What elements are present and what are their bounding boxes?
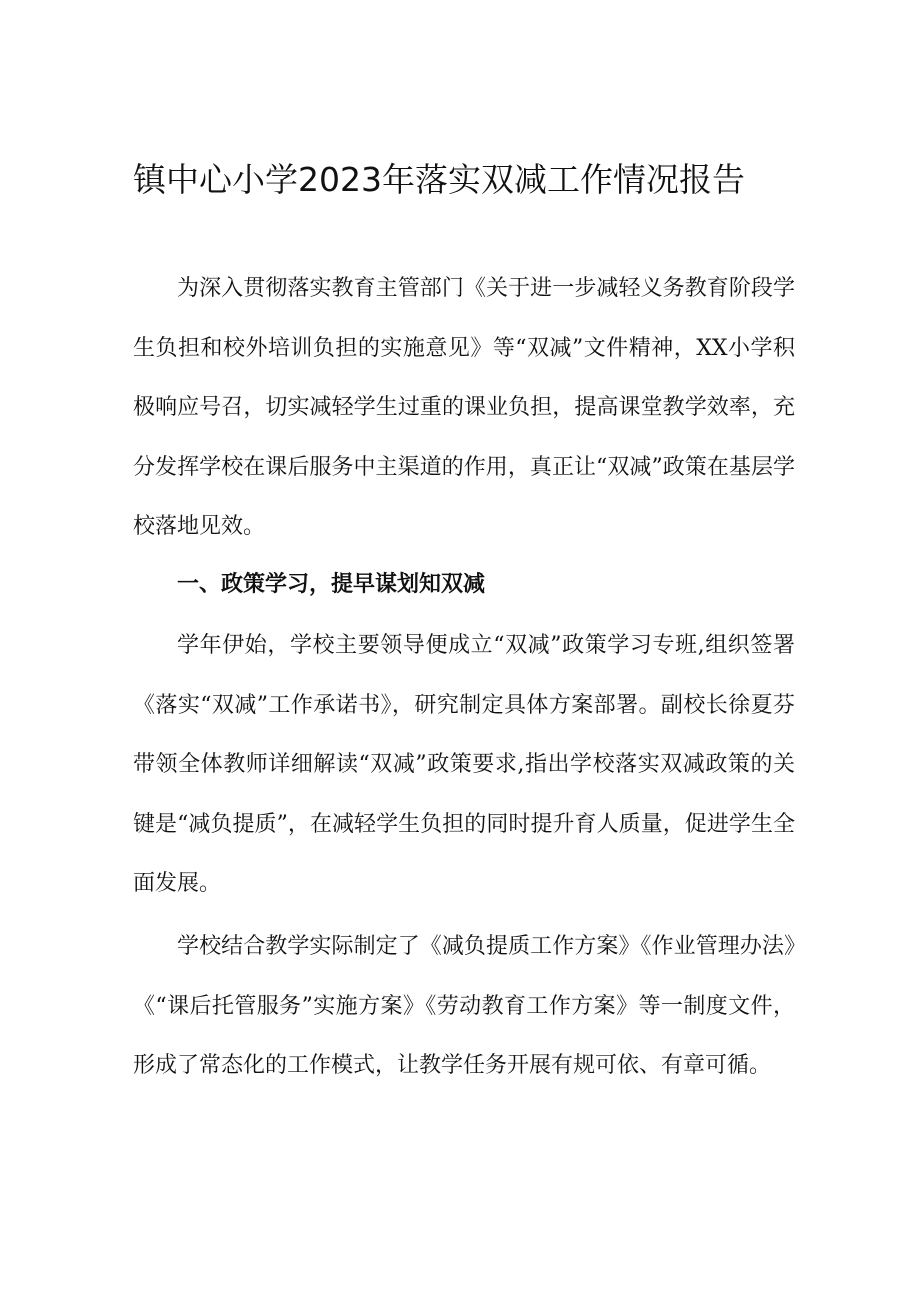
section-paragraph-1: 学年伊始，学校主要领导便成立“双减”政策学习专班,组织签署《落实“双减”工作承诺书》，研究制定具体方案部署。副校长徐夏芬带领全体教师详细解读“双减”政策要求,指出学校落实双减政策的关键是“减负提质”，在减轻学生负担的同时提升育人质量，促进学生全面发展。 [133, 633, 795, 896]
section-paragraph-2: 学校结合教学实际制定了《减负提质工作方案》《作业管理办法》《“课后托管服务”实施方案》《劳动教育工作方案》等一制度文件，形成了常态化的工作模式，让教学任务开展有规可依、有章可循。 [133, 934, 795, 1078]
intro-paragraph: 为深入贯彻落实教育主管部门《关于进一步减轻义务教育阶段学生负担和校外培训负担的实施意见》等“双减”文件精神，XX小学积极响应号召，切实减轻学生过重的课业负担，提高课堂教学效率，充分发挥学校在课后服务中主渠道的作用，真正让“双减”政策在基层学校落地见效。 [133, 276, 795, 539]
section-heading: 一、政策学习，提早谋划知双减 [177, 572, 486, 597]
document-title: 镇中心小学2023年落实双减工作情况报告 [133, 160, 745, 199]
